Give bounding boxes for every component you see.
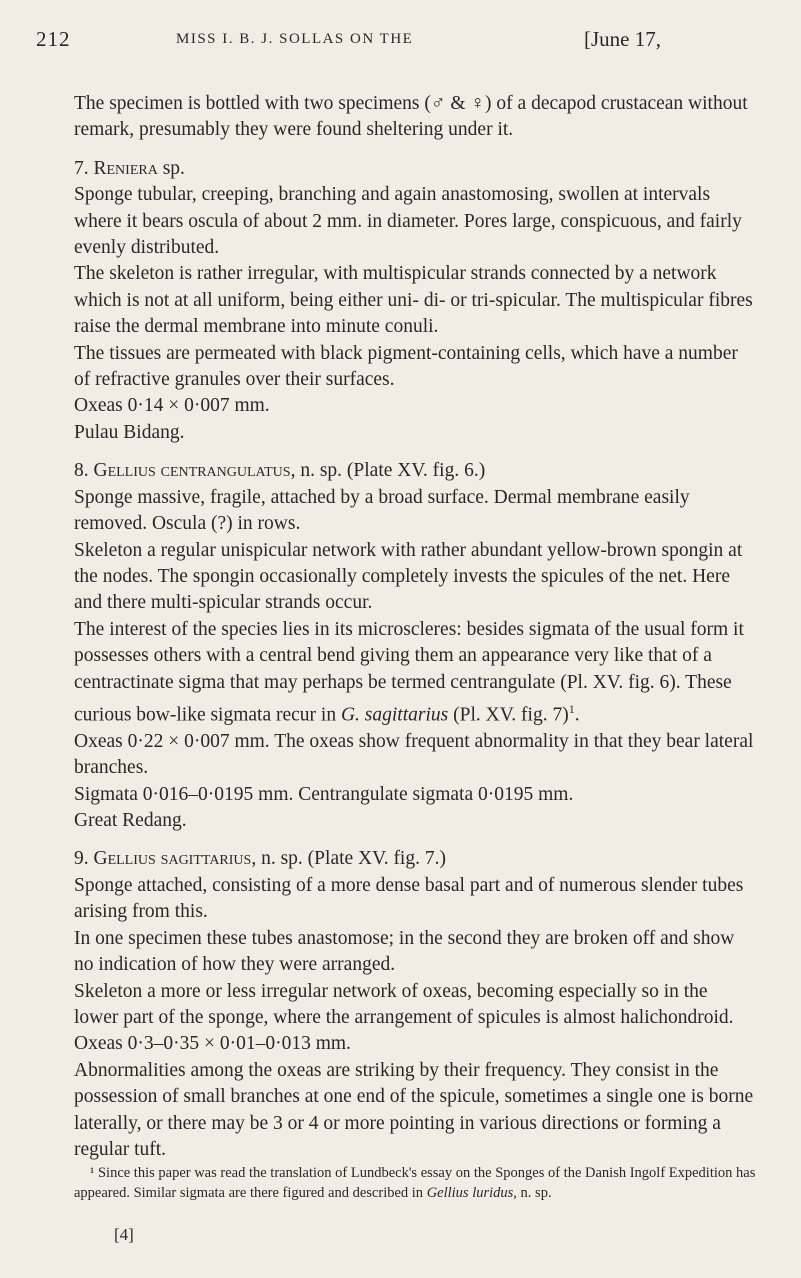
section-9-heading	[74, 846, 756, 872]
species-name: Gellius luridus	[426, 1184, 514, 1201]
text-run: , n. sp.	[513, 1184, 552, 1201]
body-text	[74, 91, 756, 1163]
paragraph: Sponge tubular, creeping, branching and again anastomosing, swollen at intervals where it bears oscula of about 2 mm. in diameter. Pores large, conspicuous, and fairly evenly distributed.	[74, 184, 742, 259]
section-7-heading	[74, 156, 756, 182]
genus-name: Gellius sagittarius	[93, 848, 252, 870]
heading-rest: , n. sp. (Plate XV. fig. 6.)	[290, 460, 486, 482]
intro-paragraph: The specimen is bottled with two specimens (♂ & ♀) of a decapod crustacean without remark, presumably they were found sheltering under it.	[74, 93, 748, 141]
signature-mark: [4]	[114, 1225, 134, 1244]
running-title: MISS I. B. J. SOLLAS ON THE	[176, 31, 414, 47]
paragraph: In one specimen these tubes anastomose; in the second they are broken off and show no indication of how they were arranged.	[74, 927, 735, 976]
footnotes	[74, 1164, 756, 1203]
paragraph: Abnormalities among the oxeas are striking by their frequency. They consist in the possession of small branches at one end of the spicule, sometimes a single one is borne laterally, or there may be 3 or 4 or more pointing in various directions or forming a regular tuft.	[74, 1059, 754, 1160]
footnote-marker: 1	[568, 701, 575, 716]
text-run: The interest of the species lies in its microscleres: besides sigmata of the usual form it possesses others with a central bend giving them an appearance very like that of a centractinate sigma that may perhaps be termed centrangulate (Pl. XV. fig. 6). These curious bow-like sigmata recur in	[74, 618, 744, 726]
text-run: ¹ Since this paper was read the translation of Lundbeck's essay on the Sponges of the Danish Ingolf Expedition has appeared. Similar sigmata are there figured and described in	[74, 1165, 756, 1201]
section-8-heading	[74, 458, 756, 484]
section-number: 9.	[74, 848, 89, 870]
measurement-line: Oxeas 0·3–0·35 × 0·01–0·013 mm.	[74, 1033, 351, 1055]
genus-name: Gellius centrangulatus	[93, 460, 291, 482]
heading-rest: , n. sp. (Plate XV. fig. 7.)	[251, 848, 446, 870]
paragraph: The tissues are permeated with black pigment-containing cells, which have a number of refractive granules over their surfaces.	[74, 342, 738, 391]
paragraph: Skeleton a regular unispicular network with rather abundant yellow-brown spongin at the nodes. The spongin occasionally completely invests the spicules of the net. Here and there multi-spicular strands occur.	[74, 539, 743, 614]
header-date: [June 17,	[584, 27, 661, 51]
footnote	[74, 1164, 756, 1203]
running-header	[0, 27, 801, 57]
measurement-line: Oxeas 0·14 × 0·007 mm.	[74, 395, 270, 417]
heading-rest: sp.	[157, 157, 185, 179]
measurement-line: Sigmata 0·016–0·0195 mm. Centrangulate sigmata 0·0195 mm.	[74, 783, 574, 805]
paragraph: Sponge attached, consisting of a more dense basal part and of numerous slender tubes arising from this.	[74, 874, 744, 923]
text-run: (Pl. XV. fig. 7)	[448, 704, 569, 726]
paragraph: Skeleton a more or less irregular network of oxeas, becoming especially so in the lower part of the sponge, where the arrangement of spicules is almost halichondroid.	[74, 980, 734, 1028]
genus-name: Reniera	[93, 157, 158, 179]
text-run: .	[574, 704, 580, 726]
paragraph: Sponge massive, fragile, attached by a broad surface. Dermal membrane easily removed. Oscula (?) in rows.	[74, 486, 690, 535]
locality-line: Pulau Bidang.	[74, 421, 185, 443]
species-name: G. sagittarius	[340, 704, 449, 726]
page-number: 212	[36, 27, 71, 51]
locality-line: Great Redang.	[74, 810, 187, 832]
section-number: 8.	[74, 460, 89, 482]
measurement-line: Oxeas 0·22 × 0·007 mm. The oxeas show frequent abnormality in that they bear lateral branches.	[74, 730, 754, 779]
paragraph	[74, 617, 756, 729]
paragraph: The skeleton is rather irregular, with multispicular strands connected by a network which is not at all uniform, being either uni- di- or tri-spicular. The multispicular fibres raise the dermal membrane into minute conuli.	[74, 263, 753, 338]
section-number: 7.	[74, 157, 89, 179]
